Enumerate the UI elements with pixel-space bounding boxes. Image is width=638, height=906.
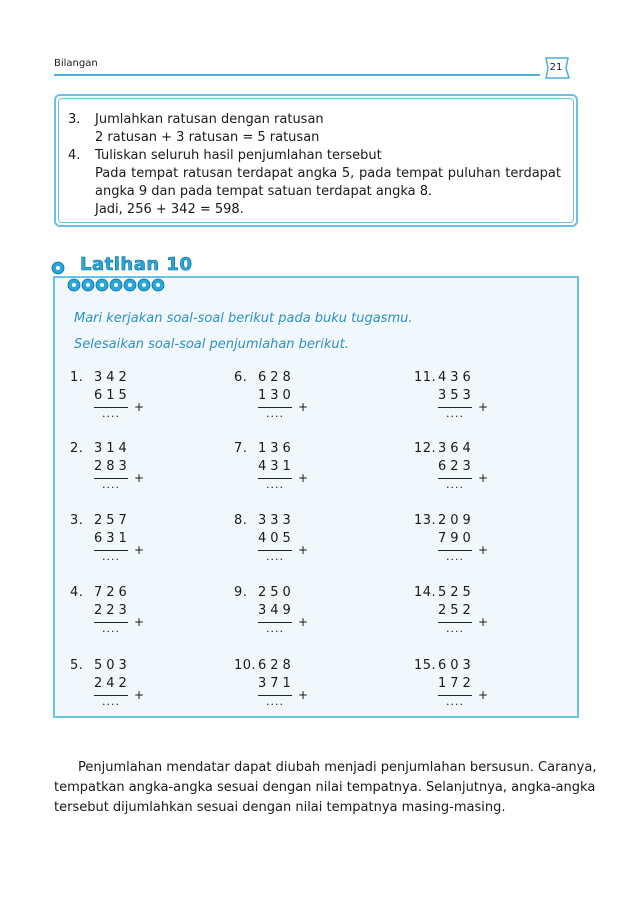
plus-sign: + [478, 471, 489, 485]
step-line: Jadi, 256 + 342 = 598. [95, 202, 244, 217]
answer-blank: .... [102, 550, 120, 563]
answer-blank: .... [446, 695, 464, 708]
step-number: 4. [68, 148, 81, 163]
problem-4 [70, 585, 200, 633]
step-line: Pada tempat ratusan terdapat angka 5, pada tempat puluhan terdapat [95, 166, 561, 181]
addend-top: 628 [258, 370, 295, 385]
header-rule [54, 74, 540, 76]
addend-bottom: 615 [94, 388, 131, 403]
answer-blank: .... [266, 695, 284, 708]
problem-8 [234, 513, 364, 561]
problem-6 [234, 370, 364, 418]
instruction-2: Selesaikan soal-soal penjumlahan berikut. [74, 337, 349, 352]
plus-sign: + [478, 543, 489, 557]
addend-top: 314 [94, 441, 131, 456]
problem-number: 1. [70, 370, 84, 385]
answer-blank: .... [102, 478, 120, 491]
answer-blank: .... [266, 622, 284, 635]
plus-sign: + [298, 471, 309, 485]
addend-bottom: 790 [438, 531, 475, 546]
problem-number: 9. [234, 585, 248, 600]
plus-sign: + [478, 688, 489, 702]
plus-sign: + [134, 688, 145, 702]
plus-sign: + [134, 400, 145, 414]
page-number: 21 [549, 62, 563, 73]
addend-top: 726 [94, 585, 131, 600]
paragraph-line: tersebut dijumlahkan sesuai dengan nilai tempatnya masing-masing. [54, 800, 506, 815]
addend-bottom: 242 [94, 676, 131, 691]
addend-bottom: 631 [94, 531, 131, 546]
problem-10 [234, 658, 364, 706]
addend-bottom: 223 [94, 603, 131, 618]
problem-number: 11. [414, 370, 437, 385]
step-line: Jumlahkan ratusan dengan ratusan [95, 112, 324, 127]
problem-number: 2. [70, 441, 84, 456]
paragraph-line: tempatkan angka-angka sesuai dengan nilai tempatnya. Selanjutnya, angka-angka [54, 780, 596, 795]
answer-blank: .... [102, 695, 120, 708]
problem-13 [414, 513, 544, 561]
addend-top: 364 [438, 441, 475, 456]
answer-blank: .... [102, 622, 120, 635]
problem-number: 4. [70, 585, 84, 600]
problem-5 [70, 658, 200, 706]
plus-sign: + [134, 471, 145, 485]
problem-14 [414, 585, 544, 633]
answer-blank: .... [266, 550, 284, 563]
answer-blank: .... [446, 407, 464, 420]
addend-top: 503 [94, 658, 131, 673]
plus-sign: + [298, 400, 309, 414]
page-number-badge [540, 56, 572, 80]
problem-number: 15. [414, 658, 437, 673]
addend-bottom: 405 [258, 531, 295, 546]
problem-2 [70, 441, 200, 489]
addend-bottom: 623 [438, 459, 475, 474]
problem-12 [414, 441, 544, 489]
addend-top: 628 [258, 658, 295, 673]
problem-number: 14. [414, 585, 437, 600]
plus-sign: + [298, 688, 309, 702]
addend-bottom: 283 [94, 459, 131, 474]
problem-number: 10. [234, 658, 257, 673]
chapter-title: Bilangan [54, 58, 98, 69]
problem-number: 12. [414, 441, 437, 456]
answer-blank: .... [266, 478, 284, 491]
exercise-title: Latihan 10 [80, 254, 193, 275]
addend-top: 333 [258, 513, 295, 528]
addend-top: 250 [258, 585, 295, 600]
step-line: angka 9 dan pada tempat satuan terdapat angka 8. [95, 184, 433, 199]
addend-top: 436 [438, 370, 475, 385]
plus-sign: + [298, 543, 309, 557]
answer-blank: .... [102, 407, 120, 420]
step-number: 3. [68, 112, 81, 127]
plus-sign: + [478, 400, 489, 414]
problem-number: 5. [70, 658, 84, 673]
answer-blank: .... [266, 407, 284, 420]
problem-3 [70, 513, 200, 561]
addend-bottom: 349 [258, 603, 295, 618]
addend-top: 603 [438, 658, 475, 673]
addend-top: 257 [94, 513, 131, 528]
plus-sign: + [478, 615, 489, 629]
problem-11 [414, 370, 544, 418]
problem-number: 3. [70, 513, 84, 528]
answer-blank: .... [446, 478, 464, 491]
instruction-1: Mari kerjakan soal-soal berikut pada buku tugasmu. [74, 311, 413, 326]
addend-bottom: 252 [438, 603, 475, 618]
body-paragraph [54, 758, 597, 818]
addend-top: 209 [438, 513, 475, 528]
step-line: 2 ratusan + 3 ratusan = 5 ratusan [95, 130, 320, 145]
problem-1 [70, 370, 200, 418]
addend-bottom: 172 [438, 676, 475, 691]
addend-bottom: 371 [258, 676, 295, 691]
step-line: Tuliskan seluruh hasil penjumlahan tersebut [95, 148, 382, 163]
problem-9 [234, 585, 364, 633]
problem-7 [234, 441, 364, 489]
problem-number: 8. [234, 513, 248, 528]
problem-15 [414, 658, 544, 706]
addend-top: 342 [94, 370, 131, 385]
plus-sign: + [134, 615, 145, 629]
plus-sign: + [298, 615, 309, 629]
addend-bottom: 431 [258, 459, 295, 474]
plus-sign: + [134, 543, 145, 557]
paragraph-line: Penjumlahan mendatar dapat diubah menjadi penjumlahan bersusun. Caranya, [78, 760, 597, 775]
problem-number: 13. [414, 513, 437, 528]
addend-top: 136 [258, 441, 295, 456]
addend-bottom: 130 [258, 388, 295, 403]
addend-bottom: 353 [438, 388, 475, 403]
problem-number: 6. [234, 370, 248, 385]
addend-top: 525 [438, 585, 475, 600]
answer-blank: .... [446, 550, 464, 563]
answer-blank: .... [446, 622, 464, 635]
problem-number: 7. [234, 441, 248, 456]
